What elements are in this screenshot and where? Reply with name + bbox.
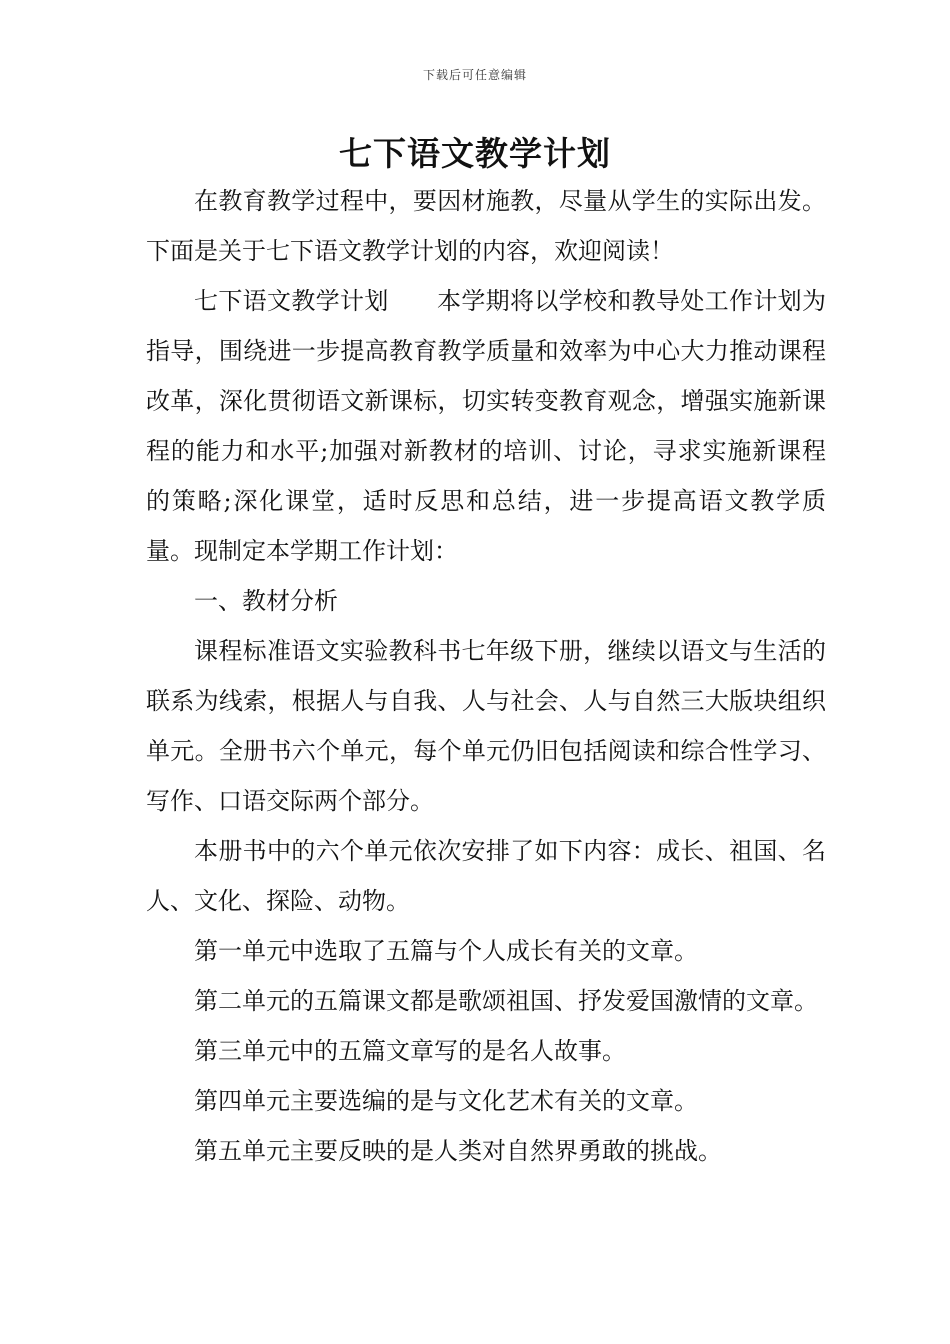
paragraph-unit-one: 第一单元中选取了五篇与个人成长有关的文章。 [194,937,698,965]
paragraph-body: 本学期将以学校和教导处工作计划为指导，围绕进一步提高教育教学质量和效率为中心大力推动课程改革，深化贯彻语文新课标，切实转变教育观念，增强实施新课程的能力和水平;加强对新教材的培训、讨论，寻求实施新课程的策略;深化课堂，适时反思和总结，进一步提高语文教学质量。现制定本学期工作计划： [146,287,827,565]
paragraph-unit-three: 第三单元中的五篇文章写的是名人故事。 [194,1037,626,1065]
paragraph-lead: 七下语文教学计划 [194,287,389,315]
paragraph-unit-two: 第二单元的五篇课文都是歌颂祖国、抒发爱国激情的文章。 [194,987,818,1015]
paragraph-unit-contents: 本册书中的六个单元依次安排了如下内容：成长、祖国、名人、文化、探险、动物。 [146,837,826,915]
paragraph-plan-overview [146,276,826,576]
header-note: 下载后可任意编辑 [422,68,527,82]
paragraph-textbook-description: 课程标准语文实验教科书七年级下册，继续以语文与生活的联系为线索，根据人与自我、人与社会、人与自然三大版块组织单元。全册书六个单元，每个单元仍旧包括阅读和综合性学习、写作、口语交际两个部分。 [146,637,826,815]
document-body [146,176,826,1176]
section-heading-textbook-analysis: 一、教材分析 [194,587,338,615]
document-title: 七下语文教学计划 [339,134,611,173]
paragraph-unit-five: 第五单元主要反映的是人类对自然界勇敢的挑战。 [194,1137,722,1165]
paragraph-unit-four: 第四单元主要选编的是与文化艺术有关的文章。 [194,1087,698,1115]
paragraph-intro: 在教育教学过程中，要因材施教，尽量从学生的实际出发。下面是关于七下语文教学计划的内容，欢迎阅读！ [146,187,826,265]
